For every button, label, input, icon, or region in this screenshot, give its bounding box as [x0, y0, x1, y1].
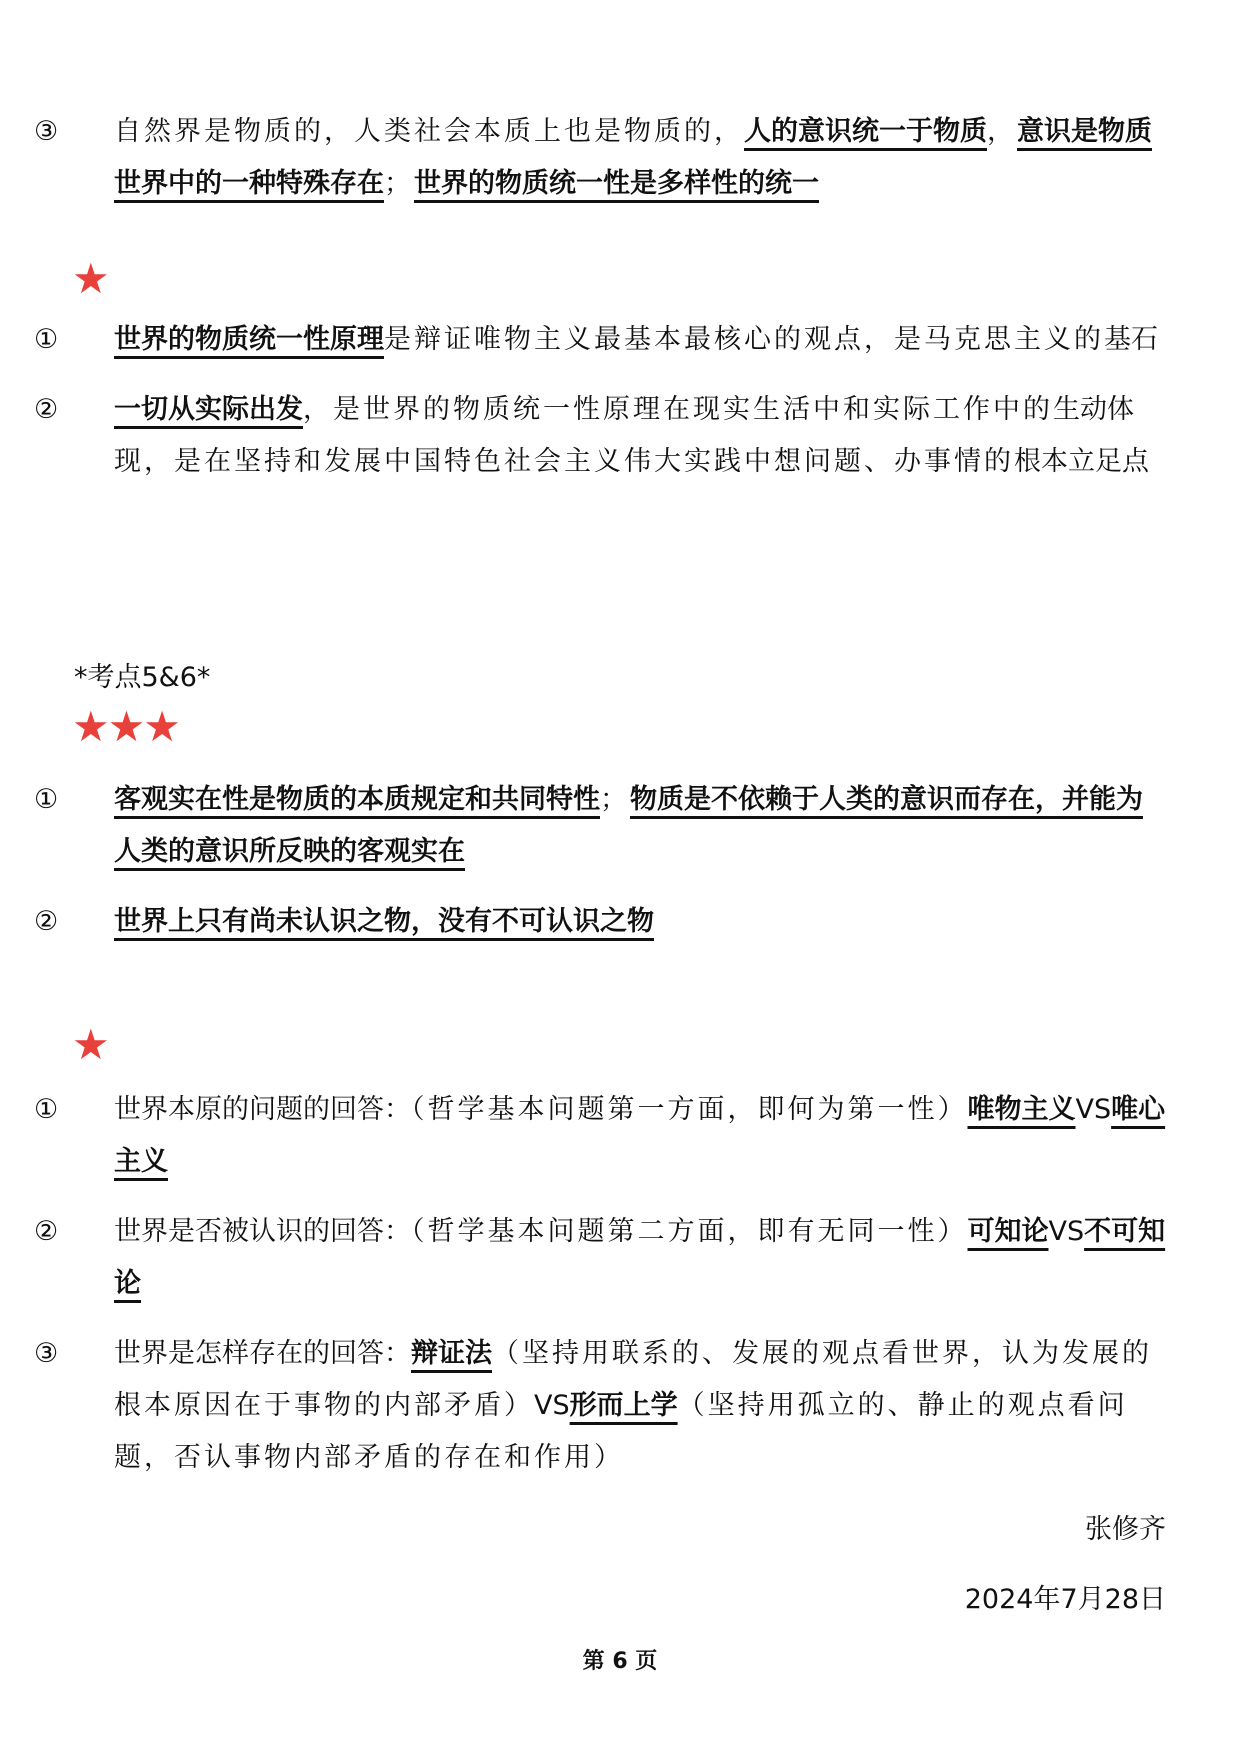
item-number: ②: [34, 906, 59, 937]
key-point-underlined: 世界的物质统一性原理: [114, 324, 384, 355]
body-text: 是辩证唯物主义最基本最核心的观点，是马克思主义的: [384, 324, 1104, 355]
item-text: [34, 774, 1166, 878]
item-text: [34, 1206, 1166, 1310]
body-text: （哲学基本问题第二方面，即有无同一性）: [411, 1216, 968, 1247]
importance-stars-1: ★: [72, 254, 108, 303]
body-text: 自然界是物质的，人类社会本质上也是物质的，: [114, 116, 744, 147]
key-point-underlined: 客观实在性是物质的本质规定和共同特性: [114, 784, 600, 815]
key-point-underlined: 一切从实际出发: [114, 394, 303, 425]
item-number: ①: [34, 324, 59, 355]
key-point-underlined: 世界的物质统一性是多样性的统一: [414, 168, 819, 199]
item-number: ①: [34, 784, 59, 815]
document-date: 2024年7月28日: [964, 1584, 1166, 1615]
body-text: 根本立足点: [1014, 446, 1149, 477]
body-text: VS: [534, 1390, 570, 1421]
body-text: 生动体: [1053, 394, 1134, 425]
item-number: ②: [34, 1216, 59, 1247]
body-text: 世界是否被认识的回答：: [114, 1216, 411, 1247]
key-point-underlined: 形而上学: [569, 1390, 678, 1421]
key-point-underlined: 不可知论: [114, 1216, 1166, 1299]
body-text: ；: [384, 168, 414, 199]
body-text: ；: [600, 784, 630, 815]
item-number: ①: [34, 1094, 59, 1125]
body-text: （坚持用联系的、发展的观点看世界，认为发展的根本原因在于事物的内部矛盾）: [114, 1338, 1152, 1421]
item-text: [34, 106, 1166, 210]
importance-stars-4: ★: [72, 1020, 108, 1069]
item-text: [34, 384, 1166, 488]
importance-stars-3: ★★★: [72, 702, 179, 751]
block2-item1: [34, 314, 1166, 366]
item-text: [34, 314, 1166, 366]
block4-item2: [34, 1206, 1166, 1310]
body-text: （坚持用孤立的、静止的观点看问题，否认事物内部矛盾的存在和作用）: [114, 1390, 1128, 1473]
author-name: 张修齐: [1085, 1514, 1166, 1545]
item-number: ③: [34, 116, 59, 147]
block2-item2: [34, 384, 1166, 488]
body-text: VS: [1048, 1216, 1085, 1247]
key-point-underlined: 唯心主义: [114, 1094, 1166, 1177]
body-text: VS: [1075, 1094, 1112, 1125]
body-text: 现，是在坚持和发展中国特色社会主义伟大实践中想问题、办事情的: [114, 446, 1014, 477]
body-text: （哲学基本问题第一方面，即何为第一性）: [411, 1094, 968, 1125]
item-number: ③: [34, 1338, 59, 1369]
body-text: ，是世界的物质统一性原理在现实生活中和实际工作中的: [303, 394, 1053, 425]
item-text: [34, 896, 1166, 948]
block1-item3: [34, 106, 1166, 210]
block4-item1: [34, 1084, 1166, 1188]
block4-item3: [34, 1328, 1166, 1484]
key-point-underlined: 意识是物质世界中的一种特殊存在: [114, 116, 1152, 199]
block3-item2: [34, 896, 1166, 948]
body-text: 世界本原的问题的回答：: [114, 1094, 411, 1125]
key-point-underlined: 世界上只有尚未认识之物，没有不可认识之物: [114, 906, 654, 937]
item-text: [34, 1328, 1166, 1484]
item-text: [34, 1084, 1166, 1188]
body-text: 基石: [1104, 324, 1158, 355]
body-text: 世界是怎样存在的回答：: [114, 1338, 411, 1369]
body-text: ，: [987, 116, 1017, 147]
key-point-underlined: 物质是不依赖于人类的意识而存在，并能为人类的意识所反映的客观实在: [114, 784, 1143, 867]
key-point-underlined: 可知论: [967, 1216, 1049, 1247]
item-number: ②: [34, 394, 59, 425]
page-number: 第 6 页: [582, 1649, 658, 1674]
block3-item1: [34, 774, 1166, 878]
key-point-underlined: 人的意识统一于物质: [744, 116, 987, 147]
key-point-underlined: 唯物主义: [967, 1094, 1076, 1125]
key-point-underlined: 辩证法: [411, 1338, 492, 1369]
section-label: *考点5&6*: [74, 662, 211, 693]
